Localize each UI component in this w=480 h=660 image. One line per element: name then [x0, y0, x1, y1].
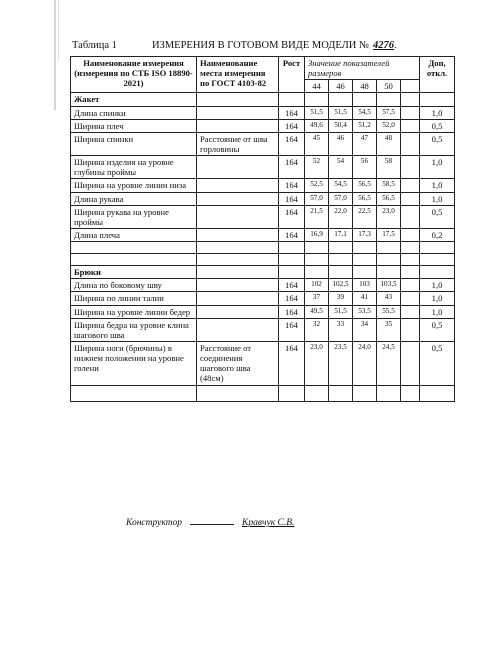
- size-value: 22,5: [353, 205, 377, 228]
- size-value: 103: [353, 279, 377, 292]
- size-value: 48: [377, 132, 401, 155]
- size-value: 53,5: [353, 305, 377, 318]
- size-value: 51,2: [353, 119, 377, 132]
- size-value: 54: [329, 156, 353, 179]
- measurement-name: Длина рукава: [71, 192, 197, 205]
- empty-cell: [401, 341, 420, 385]
- title-text: ИЗМЕРЕНИЯ В ГОТОВОМ ВИДЕ МОДЕЛИ №: [152, 40, 370, 51]
- size-value: 52,0: [377, 119, 401, 132]
- size-cell: 46: [329, 80, 353, 93]
- table-row: [71, 205, 455, 228]
- size-value: 57,5: [377, 106, 401, 119]
- height-value: 164: [279, 292, 305, 305]
- size-value: 52: [305, 156, 329, 179]
- spacer-section: [71, 242, 455, 266]
- size-value: 17,1: [329, 228, 353, 241]
- scan-artifact: [58, 0, 59, 60]
- height-value: 164: [279, 106, 305, 119]
- spacer-row: [71, 254, 455, 266]
- header-height: Рост: [279, 57, 305, 93]
- size-value: 21,5: [305, 205, 329, 228]
- measurement-name: Длина спинки: [71, 106, 197, 119]
- measurement-place: [197, 318, 279, 341]
- trailing-section: [71, 385, 455, 401]
- signature-line: [126, 518, 294, 528]
- empty-cell: [401, 179, 420, 192]
- section-title-trousers: Брюки: [71, 266, 197, 279]
- height-value: 164: [279, 156, 305, 179]
- scan-artifact: [54, 0, 56, 110]
- table-row: [71, 179, 455, 192]
- trousers-section: [71, 266, 455, 385]
- size-value: 47: [353, 132, 377, 155]
- table-label: Таблица 1: [72, 40, 117, 51]
- size-cell: 48: [353, 80, 377, 93]
- size-value: 56,5: [377, 192, 401, 205]
- table-header-row: [71, 57, 455, 80]
- size-value: 34: [353, 318, 377, 341]
- document-title: [152, 40, 397, 51]
- table-row: [71, 279, 455, 292]
- empty-cell: [401, 318, 420, 341]
- table-row: [71, 106, 455, 119]
- size-value: 24,0: [353, 341, 377, 385]
- size-value: 103,5: [377, 279, 401, 292]
- measurement-place: [197, 205, 279, 228]
- size-value: 45: [305, 132, 329, 155]
- size-value: 55,5: [377, 305, 401, 318]
- measurement-place: [197, 106, 279, 119]
- size-value: 41: [353, 292, 377, 305]
- empty-cell: [401, 305, 420, 318]
- measurement-place: [197, 119, 279, 132]
- size-value: 39: [329, 292, 353, 305]
- empty-cell: [401, 205, 420, 228]
- size-value: 102: [305, 279, 329, 292]
- measurements-table: [70, 56, 455, 402]
- size-value: 17,5: [377, 228, 401, 241]
- empty-cell: [401, 80, 420, 93]
- height-value: 164: [279, 119, 305, 132]
- height-value: 164: [279, 205, 305, 228]
- table-row: [71, 119, 455, 132]
- table-row: [71, 292, 455, 305]
- size-value: 32: [305, 318, 329, 341]
- measurement-name: Длина по боковому шву: [71, 279, 197, 292]
- height-value: 164: [279, 228, 305, 241]
- height-value: 164: [279, 192, 305, 205]
- size-value: 54,5: [353, 106, 377, 119]
- size-cell: 44: [305, 80, 329, 93]
- header-tolerance: Доп, откл.: [420, 57, 455, 93]
- size-value: 57,0: [329, 192, 353, 205]
- model-number: 4276: [373, 40, 395, 51]
- size-value: 58: [377, 156, 401, 179]
- header-measurement-place: Наименование места измерения по ГОСТ 4103-82: [197, 57, 279, 93]
- tolerance-value: 1,0: [420, 192, 455, 205]
- size-value: 52,5: [305, 179, 329, 192]
- size-value: 33: [329, 318, 353, 341]
- table-row: [71, 305, 455, 318]
- measurement-place: [197, 305, 279, 318]
- height-value: 164: [279, 318, 305, 341]
- tolerance-value: 0,5: [420, 205, 455, 228]
- empty-cell: [401, 119, 420, 132]
- tolerance-value: 1,0: [420, 156, 455, 179]
- height-value: 164: [279, 305, 305, 318]
- measurement-place: [197, 156, 279, 179]
- header-values: Значение показателей размеров: [305, 57, 420, 80]
- size-value: 16,9: [305, 228, 329, 241]
- empty-cell: [401, 106, 420, 119]
- measurement-name: Ширина плеч: [71, 119, 197, 132]
- height-value: 164: [279, 132, 305, 155]
- measurement-name: Ширина спинки: [71, 132, 197, 155]
- measurement-place: [197, 228, 279, 241]
- document-heading: [72, 40, 397, 51]
- section-title-jacket: Жакет: [71, 93, 197, 106]
- size-value: 51,5: [329, 106, 353, 119]
- measurement-place: Расстояние от соединения шагового шва (48см): [197, 341, 279, 385]
- measurement-name: Ширина рукава на уровне проймы: [71, 205, 197, 228]
- measurement-name: Длина плеча: [71, 228, 197, 241]
- size-value: 102,5: [329, 279, 353, 292]
- size-value: 58,5: [377, 179, 401, 192]
- measurement-name: Ширина ноги (брючины) в нижнем положении на уровне голени: [71, 341, 197, 385]
- table-row: [71, 132, 455, 155]
- size-value: 54,5: [329, 179, 353, 192]
- table-row: [71, 318, 455, 341]
- tolerance-value: 1,0: [420, 292, 455, 305]
- section-row: [71, 266, 455, 279]
- signature-role: Конструктор: [126, 518, 183, 528]
- measurement-place: [197, 192, 279, 205]
- measurement-place: [197, 179, 279, 192]
- size-value: 56,5: [353, 179, 377, 192]
- jacket-section: [71, 93, 455, 242]
- signature-name: Кравчук С.В.: [242, 518, 295, 528]
- measurement-place: [197, 292, 279, 305]
- size-value: 57,0: [305, 192, 329, 205]
- size-value: 17,3: [353, 228, 377, 241]
- spacer-row: [71, 385, 455, 401]
- tolerance-value: 0,2: [420, 228, 455, 241]
- size-value: 51,5: [329, 305, 353, 318]
- empty-cell: [401, 156, 420, 179]
- empty-cell: [401, 192, 420, 205]
- height-value: 164: [279, 179, 305, 192]
- size-value: 23,5: [329, 341, 353, 385]
- tolerance-value: 0,5: [420, 119, 455, 132]
- height-value: 164: [279, 279, 305, 292]
- tolerance-value: 1,0: [420, 279, 455, 292]
- empty-cell: [401, 292, 420, 305]
- height-value: 164: [279, 341, 305, 385]
- signature-blank: [190, 524, 234, 525]
- table-row: [71, 192, 455, 205]
- size-value: 35: [377, 318, 401, 341]
- table-row: [71, 228, 455, 241]
- empty-cell: [401, 228, 420, 241]
- size-value: 49,6: [305, 119, 329, 132]
- size-value: 56,5: [353, 192, 377, 205]
- size-value: 49,5: [305, 305, 329, 318]
- section-row: [71, 93, 455, 106]
- size-value: 23,0: [377, 205, 401, 228]
- size-value: 22,0: [329, 205, 353, 228]
- size-value: 56: [353, 156, 377, 179]
- tolerance-value: 0,5: [420, 318, 455, 341]
- tolerance-value: 1,0: [420, 106, 455, 119]
- measurement-place: Расстояние от шва горловины: [197, 132, 279, 155]
- tolerance-value: 1,0: [420, 179, 455, 192]
- size-value: 24,5: [377, 341, 401, 385]
- size-value: 37: [305, 292, 329, 305]
- tolerance-value: 1,0: [420, 305, 455, 318]
- size-value: 46: [329, 132, 353, 155]
- size-value: 51,5: [305, 106, 329, 119]
- size-value: 43: [377, 292, 401, 305]
- tolerance-value: 0,5: [420, 132, 455, 155]
- header-measurement-name: Наименование измерения (измерения по СТБ ISO 18890-2021): [71, 57, 197, 93]
- measurement-place: [197, 279, 279, 292]
- size-value: 50,4: [329, 119, 353, 132]
- tolerance-value: 0,5: [420, 341, 455, 385]
- table-row: [71, 156, 455, 179]
- spacer-row: [71, 242, 455, 254]
- empty-cell: [401, 132, 420, 155]
- empty-cell: [401, 279, 420, 292]
- table-row: [71, 341, 455, 385]
- title-suffix: .: [394, 40, 397, 51]
- measurement-name: Ширина на уровне линии бедер: [71, 305, 197, 318]
- measurement-name: Ширина изделия на уровне глубины проймы: [71, 156, 197, 179]
- size-cell: 50: [377, 80, 401, 93]
- measurement-name: Ширина бедра на уровне клина шагового шва: [71, 318, 197, 341]
- size-value: 23,0: [305, 341, 329, 385]
- measurement-name: Ширина по линии талии: [71, 292, 197, 305]
- measurement-name: Ширина на уровне линии низа: [71, 179, 197, 192]
